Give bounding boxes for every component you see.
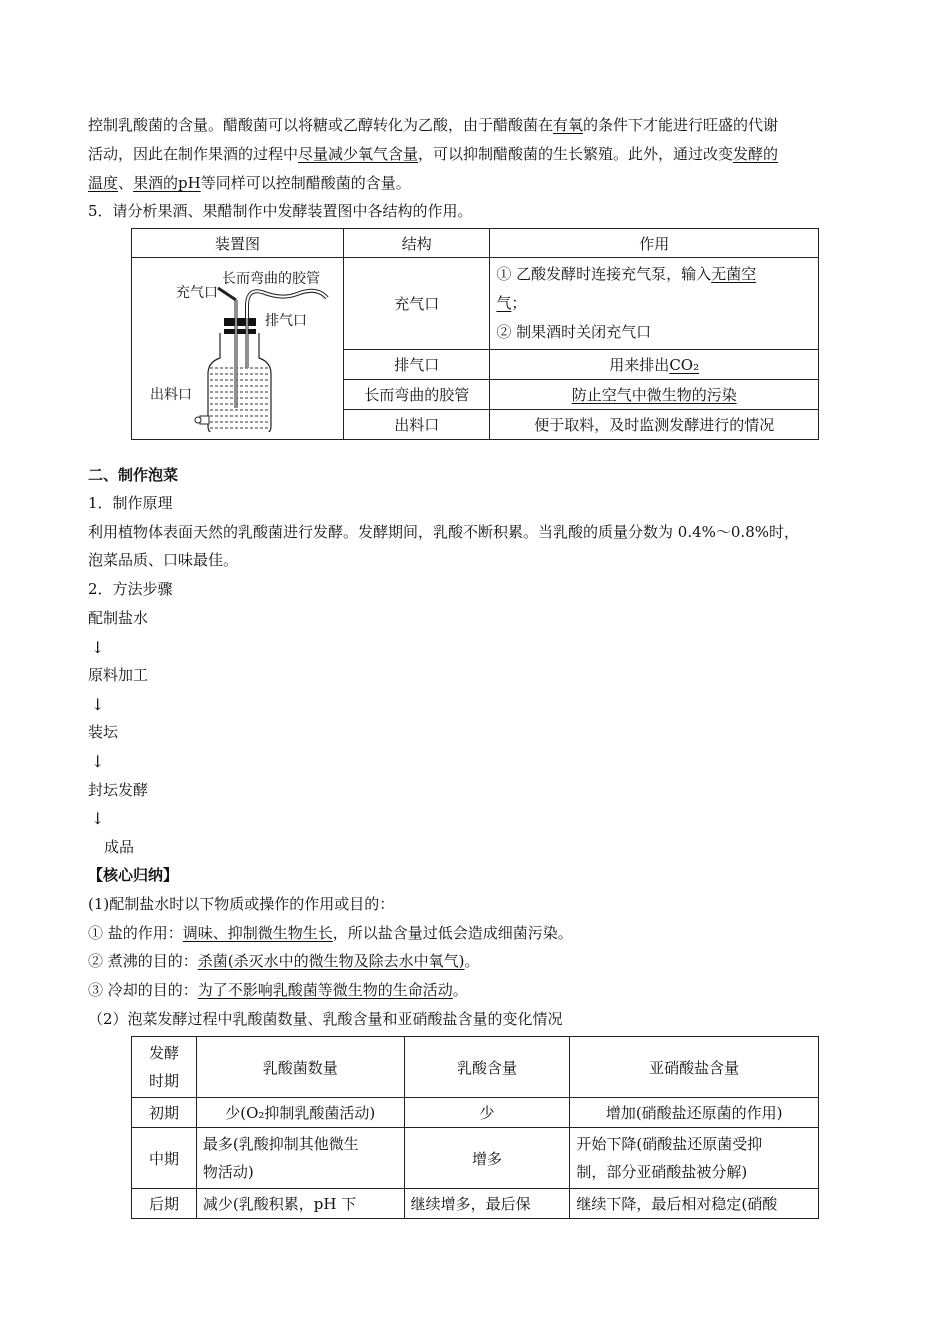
structure-drain: 出料口 xyxy=(344,410,490,440)
subheading: 2．方法步骤 xyxy=(88,580,173,598)
label-inlet: 充气口 xyxy=(176,285,218,301)
step-item: 封坛发酵 xyxy=(88,781,149,799)
down-arrow-icon: ↓ xyxy=(91,809,105,828)
fermentation-changes-table xyxy=(131,1036,819,1219)
question-5: 5．请分析果酒、果醋制作中发酵装置图中各结构的作用。 xyxy=(88,202,473,220)
subheading: 1．制作原理 xyxy=(88,494,173,512)
summary-item: ① 盐的作用：调味、抑制微生物生长，所以盐含量过低会造成细菌污染。 xyxy=(88,924,573,942)
table-row: 中期 最多(乳酸抑制其他微生 物活动) 增多 开始下降(硝酸盐还原菌受抑 制，部分亚硝酸盐被分解) xyxy=(132,1128,819,1189)
down-arrow-icon: ↓ xyxy=(91,752,105,771)
role-inlet: ① 乙酸发酵时连接充气泵，输入无菌空 气； ② 制果酒时关闭充气口 xyxy=(490,258,819,350)
down-arrow-icon: ↓ xyxy=(91,695,105,714)
paragraph-line: 泡菜品质、口味最佳。 xyxy=(88,551,239,569)
device-diagram-cell xyxy=(132,258,344,440)
label-curved-tube: 长而弯曲的胶管 xyxy=(222,271,320,287)
header-role: 作用 xyxy=(490,229,819,258)
fermentation-device-table xyxy=(131,228,819,440)
role-drain: 便于取料，及时监测发酵进行的情况 xyxy=(490,410,819,440)
fermentation-device-diagram xyxy=(132,258,343,432)
structure-outlet: 排气口 xyxy=(344,350,490,380)
header-bacteria: 乳酸菌数量 xyxy=(196,1037,404,1098)
paragraph-line: 利用植物体表面天然的乳酸菌进行发酵。发酵期间，乳酸不断积累。当乳酸的质量分数为 0.4%～0.8%时， xyxy=(88,523,799,541)
role-tube: 防止空气中微生物的污染 xyxy=(490,380,819,410)
summary-title: 【核心归纳】 xyxy=(88,866,179,884)
table-row: 后期 减少(乳酸积累，pH 下 继续增多，最后保 继续下降，最后相对稳定(硝酸 xyxy=(132,1189,819,1219)
summary-question: （2）泡菜发酵过程中乳酸菌数量、乳酸含量和亚硝酸盐含量的变化情况 xyxy=(88,1010,563,1028)
header-nitrite: 亚硝酸盐含量 xyxy=(570,1037,819,1098)
step-item: 配制盐水 xyxy=(88,609,149,627)
structure-inlet: 充气口 xyxy=(344,258,490,350)
section-title: 二、制作泡菜 xyxy=(88,466,179,484)
summary-question: (1)配制盐水时以下物质或操作的作用或目的： xyxy=(88,895,395,913)
header-structure: 结构 xyxy=(344,229,490,258)
step-item: 原料加工 xyxy=(88,666,149,684)
header-acid: 乳酸含量 xyxy=(404,1037,570,1098)
label-outlet: 排气口 xyxy=(265,313,307,329)
header-diagram: 装置图 xyxy=(132,229,344,258)
step-item: 装坛 xyxy=(88,723,119,741)
summary-item: ② 煮沸的目的：杀菌(杀灭水中的微生物及除去水中氧气)。 xyxy=(88,952,480,970)
table-row: 初期 少(O₂抑制乳酸菌活动) 少 增加(硝酸盐还原菌的作用) xyxy=(132,1098,819,1128)
paragraph-line: 温度、果酒的pH等同样可以控制醋酸菌的含量。 xyxy=(88,174,411,192)
down-arrow-icon: ↓ xyxy=(91,638,105,657)
header-period: 发酵 时期 xyxy=(132,1037,197,1098)
structure-tube: 长而弯曲的胶管 xyxy=(344,380,490,410)
step-item: 成品 xyxy=(104,838,135,856)
label-drain: 出料口 xyxy=(150,387,192,403)
paragraph-line: 活动，因此在制作果酒的过程中尽量减少氧气含量，可以抑制醋酸菌的生长繁殖。此外，通过改变发酵的 xyxy=(88,145,779,163)
role-outlet: 用来排出CO₂ xyxy=(490,350,819,380)
paragraph-line: 控制乳酸菌的含量。醋酸菌可以将糖或乙醇转化为乙酸，由于醋酸菌在有氧的条件下才能进行旺盛的代谢 xyxy=(88,116,779,134)
summary-item: ③ 冷却的目的：为了不影响乳酸菌等微生物的生命活动。 xyxy=(88,981,468,999)
